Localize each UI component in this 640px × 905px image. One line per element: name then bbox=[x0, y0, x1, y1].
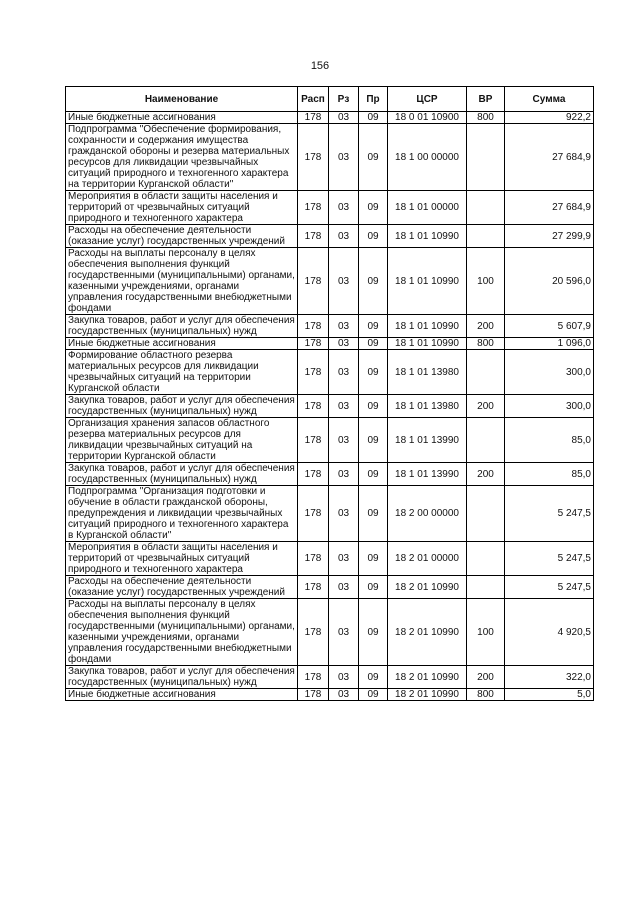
cell-pr: 09 bbox=[359, 124, 388, 191]
cell-name: Расходы на обеспечение деятельности (оказание услуг) государственных учреждений bbox=[66, 576, 298, 599]
cell-rasp: 178 bbox=[298, 248, 329, 315]
cell-rasp: 178 bbox=[298, 225, 329, 248]
cell-rz: 03 bbox=[329, 486, 359, 542]
cell-rasp: 178 bbox=[298, 350, 329, 395]
table-row bbox=[66, 418, 594, 463]
cell-pr: 09 bbox=[359, 689, 388, 701]
cell-rz: 03 bbox=[329, 112, 359, 124]
cell-rz: 03 bbox=[329, 395, 359, 418]
header-sum: Сумма bbox=[505, 87, 594, 112]
cell-sum: 85,0 bbox=[505, 463, 594, 486]
cell-sum: 300,0 bbox=[505, 350, 594, 395]
cell-pr: 09 bbox=[359, 418, 388, 463]
cell-rasp: 178 bbox=[298, 315, 329, 338]
cell-csr: 18 1 01 10990 bbox=[388, 225, 467, 248]
table-row bbox=[66, 315, 594, 338]
cell-rasp: 178 bbox=[298, 486, 329, 542]
table-row bbox=[66, 112, 594, 124]
cell-name: Расходы на обеспечение деятельности (оказание услуг) государственных учреждений bbox=[66, 225, 298, 248]
cell-csr: 18 0 01 10900 bbox=[388, 112, 467, 124]
cell-vr bbox=[467, 124, 505, 191]
cell-vr: 100 bbox=[467, 599, 505, 666]
cell-rasp: 178 bbox=[298, 191, 329, 225]
table-row bbox=[66, 338, 594, 350]
cell-name: Иные бюджетные ассигнования bbox=[66, 689, 298, 701]
cell-sum: 5,0 bbox=[505, 689, 594, 701]
cell-vr bbox=[467, 418, 505, 463]
cell-rz: 03 bbox=[329, 599, 359, 666]
cell-rz: 03 bbox=[329, 315, 359, 338]
cell-pr: 09 bbox=[359, 463, 388, 486]
cell-name: Расходы на выплаты персоналу в целях обеспечения выполнения функций государственными (муниципальными) органами, казенными учреждениями, органами управления государственными внебюджетными фондами bbox=[66, 599, 298, 666]
cell-csr: 18 1 01 13980 bbox=[388, 350, 467, 395]
cell-sum: 5 247,5 bbox=[505, 486, 594, 542]
cell-sum: 322,0 bbox=[505, 666, 594, 689]
table-row bbox=[66, 599, 594, 666]
page-number: 156 bbox=[310, 60, 330, 72]
cell-name: Закупка товаров, работ и услуг для обеспечения государственных (муниципальных) нужд bbox=[66, 315, 298, 338]
table-row bbox=[66, 463, 594, 486]
cell-rz: 03 bbox=[329, 225, 359, 248]
cell-csr: 18 2 01 10990 bbox=[388, 599, 467, 666]
cell-vr: 100 bbox=[467, 248, 505, 315]
cell-rasp: 178 bbox=[298, 418, 329, 463]
cell-rz: 03 bbox=[329, 350, 359, 395]
cell-sum: 27 684,9 bbox=[505, 191, 594, 225]
cell-rz: 03 bbox=[329, 338, 359, 350]
cell-pr: 09 bbox=[359, 576, 388, 599]
table-row bbox=[66, 576, 594, 599]
cell-vr: 200 bbox=[467, 395, 505, 418]
cell-vr: 800 bbox=[467, 338, 505, 350]
table-row bbox=[66, 542, 594, 576]
cell-csr: 18 1 01 13990 bbox=[388, 463, 467, 486]
cell-pr: 09 bbox=[359, 338, 388, 350]
header-name: Наименование bbox=[66, 87, 298, 112]
cell-vr bbox=[467, 191, 505, 225]
cell-rz: 03 bbox=[329, 666, 359, 689]
cell-vr: 800 bbox=[467, 112, 505, 124]
cell-pr: 09 bbox=[359, 350, 388, 395]
cell-pr: 09 bbox=[359, 542, 388, 576]
cell-sum: 20 596,0 bbox=[505, 248, 594, 315]
cell-rz: 03 bbox=[329, 248, 359, 315]
cell-rasp: 178 bbox=[298, 689, 329, 701]
cell-vr bbox=[467, 576, 505, 599]
cell-csr: 18 2 01 10990 bbox=[388, 689, 467, 701]
cell-sum: 27 684,9 bbox=[505, 124, 594, 191]
cell-name: Закупка товаров, работ и услуг для обеспечения государственных (муниципальных) нужд bbox=[66, 395, 298, 418]
cell-pr: 09 bbox=[359, 225, 388, 248]
table-row bbox=[66, 486, 594, 542]
header-pr: Пр bbox=[359, 87, 388, 112]
header-rz: Рз bbox=[329, 87, 359, 112]
cell-sum: 922,2 bbox=[505, 112, 594, 124]
table-row bbox=[66, 666, 594, 689]
cell-vr: 800 bbox=[467, 689, 505, 701]
cell-csr: 18 1 01 13990 bbox=[388, 418, 467, 463]
cell-name: Формирование областного резерва материальных ресурсов для ликвидации чрезвычайных ситуаций на территории Курганской области bbox=[66, 350, 298, 395]
cell-rz: 03 bbox=[329, 463, 359, 486]
cell-rz: 03 bbox=[329, 191, 359, 225]
header-csr: ЦСР bbox=[388, 87, 467, 112]
cell-vr bbox=[467, 225, 505, 248]
budget-table bbox=[65, 86, 594, 701]
cell-rasp: 178 bbox=[298, 576, 329, 599]
table-row bbox=[66, 395, 594, 418]
cell-name: Иные бюджетные ассигнования bbox=[66, 112, 298, 124]
cell-pr: 09 bbox=[359, 191, 388, 225]
header-rasp: Расп bbox=[298, 87, 329, 112]
cell-pr: 09 bbox=[359, 486, 388, 542]
table-row bbox=[66, 124, 594, 191]
cell-csr: 18 1 01 13980 bbox=[388, 395, 467, 418]
table-row bbox=[66, 689, 594, 701]
cell-sum: 5 247,5 bbox=[505, 542, 594, 576]
cell-vr: 200 bbox=[467, 666, 505, 689]
cell-csr: 18 2 00 00000 bbox=[388, 486, 467, 542]
cell-rasp: 178 bbox=[298, 124, 329, 191]
cell-name: Расходы на выплаты персоналу в целях обеспечения выполнения функций государственными (муниципальными) органами, казенными учреждениями, органами управления государственными внебюджетными фондами bbox=[66, 248, 298, 315]
cell-csr: 18 1 01 10990 bbox=[388, 338, 467, 350]
table-row bbox=[66, 248, 594, 315]
cell-pr: 09 bbox=[359, 666, 388, 689]
cell-vr bbox=[467, 486, 505, 542]
cell-sum: 5 607,9 bbox=[505, 315, 594, 338]
cell-name: Организация хранения запасов областного резерва материальных ресурсов для ликвидации чрезвычайных ситуаций на территории Курганской области bbox=[66, 418, 298, 463]
cell-name: Подпрограмма "Обеспечение формирования, сохранности и содержания имущества гражданской обороны и резерва материальных ресурсов для ликвидации чрезвычайных ситуаций природного и техногенного характера на территории Курганской области" bbox=[66, 124, 298, 191]
cell-pr: 09 bbox=[359, 599, 388, 666]
cell-sum: 85,0 bbox=[505, 418, 594, 463]
cell-rz: 03 bbox=[329, 689, 359, 701]
cell-csr: 18 1 01 00000 bbox=[388, 191, 467, 225]
cell-rasp: 178 bbox=[298, 666, 329, 689]
cell-pr: 09 bbox=[359, 112, 388, 124]
cell-rasp: 178 bbox=[298, 338, 329, 350]
cell-name: Мероприятия в области защиты населения и территорий от чрезвычайных ситуаций природного и техногенного характера bbox=[66, 191, 298, 225]
cell-sum: 300,0 bbox=[505, 395, 594, 418]
cell-name: Закупка товаров, работ и услуг для обеспечения государственных (муниципальных) нужд bbox=[66, 463, 298, 486]
cell-csr: 18 2 01 00000 bbox=[388, 542, 467, 576]
cell-name: Закупка товаров, работ и услуг для обеспечения государственных (муниципальных) нужд bbox=[66, 666, 298, 689]
cell-rasp: 178 bbox=[298, 542, 329, 576]
cell-vr: 200 bbox=[467, 315, 505, 338]
cell-name: Мероприятия в области защиты населения и территорий от чрезвычайных ситуаций природного и техногенного характера bbox=[66, 542, 298, 576]
cell-csr: 18 1 01 10990 bbox=[388, 315, 467, 338]
cell-rz: 03 bbox=[329, 542, 359, 576]
cell-csr: 18 1 01 10990 bbox=[388, 248, 467, 315]
table-row bbox=[66, 225, 594, 248]
table-header-row bbox=[66, 87, 594, 112]
header-vr: ВР bbox=[467, 87, 505, 112]
cell-rasp: 178 bbox=[298, 112, 329, 124]
cell-rz: 03 bbox=[329, 124, 359, 191]
cell-name: Подпрограмма "Организация подготовки и обучение в области гражданской обороны, предупреждения и ликвидации чрезвычайных ситуаций природного и техногенного характера в Курганской области" bbox=[66, 486, 298, 542]
cell-rz: 03 bbox=[329, 418, 359, 463]
table-row bbox=[66, 191, 594, 225]
cell-pr: 09 bbox=[359, 248, 388, 315]
cell-vr bbox=[467, 350, 505, 395]
cell-rasp: 178 bbox=[298, 599, 329, 666]
table-row bbox=[66, 350, 594, 395]
cell-vr: 200 bbox=[467, 463, 505, 486]
cell-pr: 09 bbox=[359, 395, 388, 418]
cell-csr: 18 1 00 00000 bbox=[388, 124, 467, 191]
cell-sum: 27 299,9 bbox=[505, 225, 594, 248]
cell-pr: 09 bbox=[359, 315, 388, 338]
cell-sum: 4 920,5 bbox=[505, 599, 594, 666]
cell-vr bbox=[467, 542, 505, 576]
cell-rasp: 178 bbox=[298, 463, 329, 486]
cell-rasp: 178 bbox=[298, 395, 329, 418]
cell-name: Иные бюджетные ассигнования bbox=[66, 338, 298, 350]
cell-rz: 03 bbox=[329, 576, 359, 599]
cell-csr: 18 2 01 10990 bbox=[388, 576, 467, 599]
cell-sum: 1 096,0 bbox=[505, 338, 594, 350]
cell-csr: 18 2 01 10990 bbox=[388, 666, 467, 689]
cell-sum: 5 247,5 bbox=[505, 576, 594, 599]
